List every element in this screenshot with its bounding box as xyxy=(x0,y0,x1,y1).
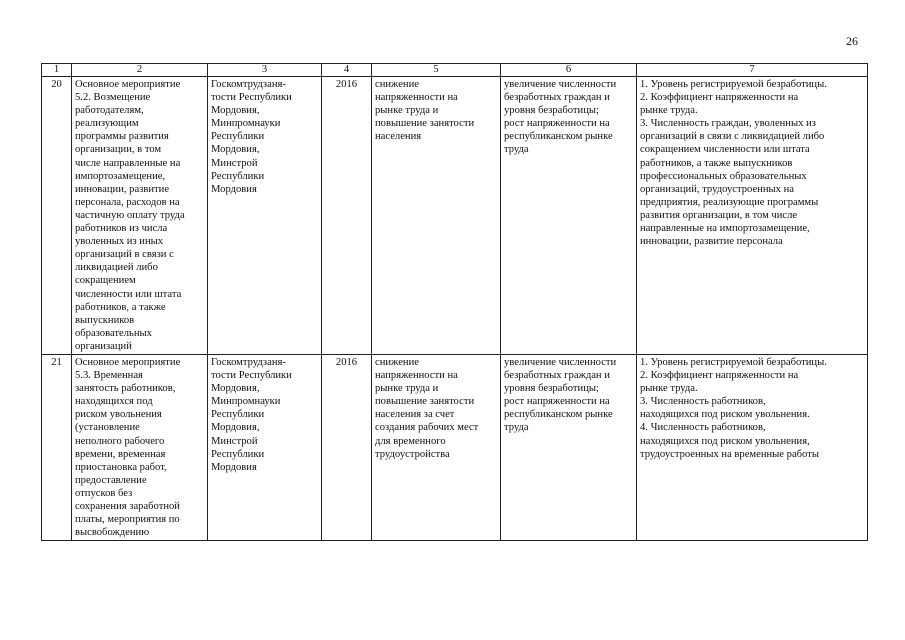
column-header: 7 xyxy=(637,64,868,77)
cell-line: предприятия, реализующие программы xyxy=(640,196,819,208)
cell-line: повышение занятости xyxy=(375,396,475,408)
cell-line: находящихся под риском увольнения. xyxy=(640,409,810,421)
row-number: 21 xyxy=(42,354,72,540)
cell-line: труда xyxy=(504,422,529,434)
cell-line: тости Республики xyxy=(211,370,292,382)
column-header: 4 xyxy=(322,64,372,77)
cell-line: работников, а также xyxy=(75,301,166,313)
cell-line: Мордовия, xyxy=(211,383,260,395)
cell-line: 5.3. Временная xyxy=(75,370,143,382)
measure-cell xyxy=(72,77,208,355)
executor-cell xyxy=(208,77,322,355)
effect-cell xyxy=(501,354,637,540)
cell-line: риском увольнения xyxy=(75,409,162,421)
cell-line: программы развития xyxy=(75,131,169,143)
cell-line: времени, временная xyxy=(75,448,166,460)
cell-line: тости Республики xyxy=(211,92,292,104)
cell-line: числе направленные на xyxy=(75,157,181,169)
cell-line: труда xyxy=(504,144,529,156)
cell-line: Госкомтрудзаня- xyxy=(211,79,286,90)
cell-line: выпускников xyxy=(75,314,135,326)
cell-line: организаций в связи с xyxy=(75,249,174,261)
cell-line: инновации, развитие персонала xyxy=(640,236,783,248)
cell-line: образовательных xyxy=(75,327,152,339)
cell-line: уволенных из иных xyxy=(75,236,164,248)
cell-line: увеличение численности xyxy=(504,79,617,90)
cell-line: трудоустроенных на временные работы xyxy=(640,448,819,460)
cell-line: Мордовия xyxy=(211,183,257,195)
cell-line: работодателям, xyxy=(75,105,144,117)
cell-line: Мордовия, xyxy=(211,144,260,156)
cell-line: республиканском рынке xyxy=(504,131,613,143)
cell-line: напряженности на xyxy=(375,370,458,382)
indicators-cell xyxy=(637,77,868,355)
column-header: 1 xyxy=(42,64,72,77)
cell-line: безработных граждан и xyxy=(504,370,610,382)
cell-line: занятость работников, xyxy=(75,383,176,395)
cell-line: уровня безработицы; xyxy=(504,105,599,117)
table-row xyxy=(42,354,868,540)
cell-line: Минпромнауки xyxy=(211,118,281,130)
measures-table xyxy=(41,63,868,541)
cell-line: высвобождению xyxy=(75,527,150,539)
cell-line: Основное мероприятие xyxy=(75,79,181,90)
cell-line: республиканском рынке xyxy=(504,409,613,421)
cell-line: снижение xyxy=(375,79,419,90)
result-cell xyxy=(372,77,501,355)
cell-line: повышение занятости xyxy=(375,118,475,130)
cell-line: профессиональных образовательных xyxy=(640,170,807,182)
cell-line: напряженности на xyxy=(375,92,458,104)
column-header: 2 xyxy=(72,64,208,77)
header-row xyxy=(42,64,868,77)
cell-line: 1. Уровень регистрируемой безработицы. xyxy=(640,79,827,90)
cell-line: уровня безработицы; xyxy=(504,383,599,395)
cell-line: находящихся под риском увольнения, xyxy=(640,435,810,447)
cell-line: сохранения заработной xyxy=(75,501,180,512)
cell-line: находящихся под xyxy=(75,396,153,408)
cell-line: импортозамещение, xyxy=(75,170,166,182)
column-header: 3 xyxy=(208,64,322,77)
column-header: 5 xyxy=(372,64,501,77)
year-cell: 2016 xyxy=(322,77,372,355)
cell-line: сокращением xyxy=(75,275,136,287)
cell-line: Республики xyxy=(211,131,265,143)
cell-line: трудоустройства xyxy=(375,448,450,460)
table-row xyxy=(42,77,868,355)
cell-line: Минстрой xyxy=(211,435,258,447)
cell-line: 4. Численность работников, xyxy=(640,422,766,434)
cell-line: ликвидацией либо xyxy=(75,262,158,274)
cell-line: 2. Коэффициент напряженности на xyxy=(640,370,799,382)
column-header: 6 xyxy=(501,64,637,77)
cell-line: Минпромнауки xyxy=(211,396,281,408)
cell-line: организации, в том xyxy=(75,144,162,156)
cell-line: населения за счет xyxy=(375,409,455,421)
cell-line: 1. Уровень регистрируемой безработицы. xyxy=(640,356,827,368)
cell-line: организаций в связи с ликвидацией либо xyxy=(640,131,825,143)
cell-line: частичную оплату труда xyxy=(75,209,185,221)
executor-cell xyxy=(208,354,322,540)
cell-line: Республики xyxy=(211,409,265,421)
cell-line: направленные на импортозамещение, xyxy=(640,223,810,235)
indicators-cell xyxy=(637,354,868,540)
cell-line: работников, а также выпускников xyxy=(640,157,793,169)
cell-line: реализующим xyxy=(75,118,139,130)
cell-line: снижение xyxy=(375,356,419,368)
cell-line: населения xyxy=(375,131,422,143)
effect-cell xyxy=(501,77,637,355)
cell-line: 3. Численность работников, xyxy=(640,396,766,408)
cell-line: приостановка работ, xyxy=(75,461,167,473)
result-cell xyxy=(372,354,501,540)
year-cell: 2016 xyxy=(322,354,372,540)
cell-line: рынке труда и xyxy=(375,105,439,117)
cell-line: платы, мероприятия по xyxy=(75,514,180,526)
cell-line: предоставление xyxy=(75,474,147,486)
cell-line: отпусков без xyxy=(75,487,133,499)
cell-line: сокращением численности или штата xyxy=(640,144,810,156)
cell-line: персонала, расходов на xyxy=(75,196,180,208)
cell-line: рынке труда. xyxy=(640,105,698,117)
cell-line: Республики xyxy=(211,448,265,460)
cell-line: безработных граждан и xyxy=(504,92,610,104)
cell-line: развития организации, в том числе xyxy=(640,209,798,221)
cell-line: численности или штата xyxy=(75,288,182,300)
cell-line: 5.2. Возмещение xyxy=(75,92,151,104)
cell-line: рынке труда и xyxy=(375,383,439,395)
cell-line: увеличение численности xyxy=(504,356,617,368)
cell-line: Мордовия, xyxy=(211,105,260,117)
cell-line: Мордовия, xyxy=(211,422,260,434)
cell-line: работников из числа xyxy=(75,223,168,235)
cell-line: рост напряженности на xyxy=(504,396,610,408)
cell-line: Минстрой xyxy=(211,157,258,169)
cell-line: организаций, трудоустроенных на xyxy=(640,183,794,195)
cell-line: 2. Коэффициент напряженности на xyxy=(640,92,799,104)
cell-line: Мордовия xyxy=(211,461,257,473)
cell-line: рост напряженности на xyxy=(504,118,610,130)
cell-line: Основное мероприятие xyxy=(75,356,181,368)
page-number: 26 xyxy=(846,34,858,48)
cell-line: Республики xyxy=(211,170,265,182)
cell-line: рынке труда. xyxy=(640,383,698,395)
cell-line: 3. Численность граждан, уволенных из xyxy=(640,118,816,130)
measure-cell xyxy=(72,354,208,540)
row-number: 20 xyxy=(42,77,72,355)
cell-line: (установление xyxy=(75,422,140,434)
cell-line: инновации, развитие xyxy=(75,183,170,195)
cell-line: для временного xyxy=(375,435,446,447)
cell-line: организаций xyxy=(75,340,132,352)
cell-line: неполного рабочего xyxy=(75,435,165,447)
cell-line: создания рабочих мест xyxy=(375,422,479,434)
cell-line: Госкомтрудзаня- xyxy=(211,356,286,368)
